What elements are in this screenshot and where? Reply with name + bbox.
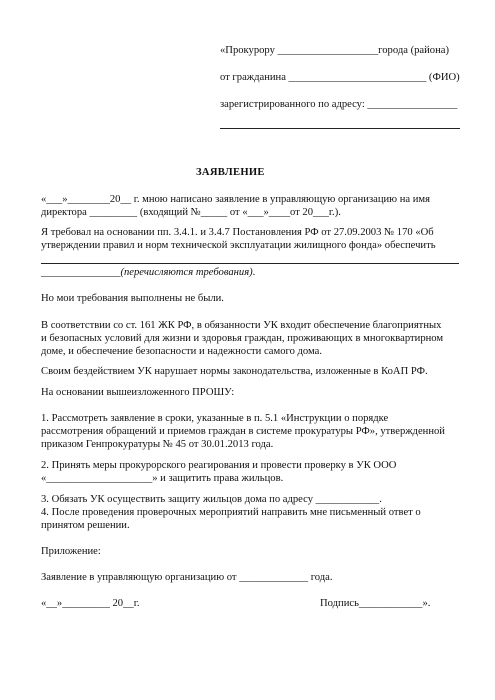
footer-date: «__»_________ 20__г. — [41, 598, 140, 609]
intro-line-2: директора _________ (входящий №_____ от «___»____от 20___г.). — [41, 207, 341, 218]
request-item-2-line-1: 2. Принять меры прокурорского реагирования и провести проверку в УК ООО — [41, 460, 397, 471]
from-citizen-line: от гражданина __________________________ (ФИО) — [220, 72, 460, 83]
law-line-1: В соответствии со ст. 161 ЖК РФ, в обязанности УК входит обеспечение благоприятных — [41, 320, 442, 331]
demand-blank-line — [41, 263, 459, 264]
intro-line-1: «___»________20__ г. мною написано заявление в управляющую организацию на имя — [41, 194, 430, 205]
demand-line-1: Я требовал на основании пп. 3.4.1. и 3.4.7 Постановления РФ от 27.09.2003 № 170 «Об — [41, 227, 434, 238]
demand-line-4 — [41, 266, 255, 279]
violation-text: Своим бездействием УК нарушает нормы законодательства, изложенные в КоАП РФ. — [41, 366, 428, 377]
demand-placeholder-note: (перечисляются требования) — [120, 267, 253, 278]
not-fulfilled-text: Но мои требования выполнены не были. — [41, 293, 224, 304]
demand-line-2: утверждении правил и норм технической эксплуатации жилищного фонда» обеспечить — [41, 240, 436, 251]
document-title: ЗАЯВЛЕНИЕ — [196, 167, 265, 178]
request-item-4-line-2: принятом решении. — [41, 520, 130, 531]
request-item-1-line-2: рассмотрения обращений и приемов граждан в системе прокуратуры РФ», утвержденной — [41, 426, 445, 437]
request-item-4-line-1: 4. После проведения проверочных мероприятий направить мне письменный ответ о — [41, 507, 421, 518]
prosecutor-line: «Прокурору ___________________города (района) — [220, 45, 449, 56]
request-heading: На основании вышеизложенного ПРОШУ: — [41, 387, 235, 398]
registered-address-line: зарегистрированного по адресу: _________________ — [220, 99, 458, 110]
law-line-2: и безопасных условий для жизни и здоровья граждан, проживающих в многоквартирном — [41, 333, 444, 344]
request-item-2-line-2: «____________________» и защитить права жильцов. — [41, 473, 284, 484]
request-item-1-line-1: 1. Рассмотреть заявление в сроки, указанные в п. 5.1 «Инструкции о порядке — [41, 413, 389, 424]
footer-signature: Подпись____________». — [320, 598, 431, 609]
address-blank-line — [220, 128, 460, 129]
request-item-3: 3. Обязать УК осуществить защиту жильцов дома по адресу ____________. — [41, 494, 382, 505]
demand-period: . — [252, 267, 256, 278]
demand-blank: _______________ — [41, 267, 121, 278]
attachment-item: Заявление в управляющую организацию от _____________ года. — [41, 572, 333, 583]
request-item-1-line-3: приказом Генпрокуратуры № 45 от 30.01.2013 года. — [41, 439, 274, 450]
attachment-heading: Приложение: — [41, 546, 101, 557]
law-line-3: доме, и обеспечение безопасности и надежности самого дома. — [41, 346, 323, 357]
